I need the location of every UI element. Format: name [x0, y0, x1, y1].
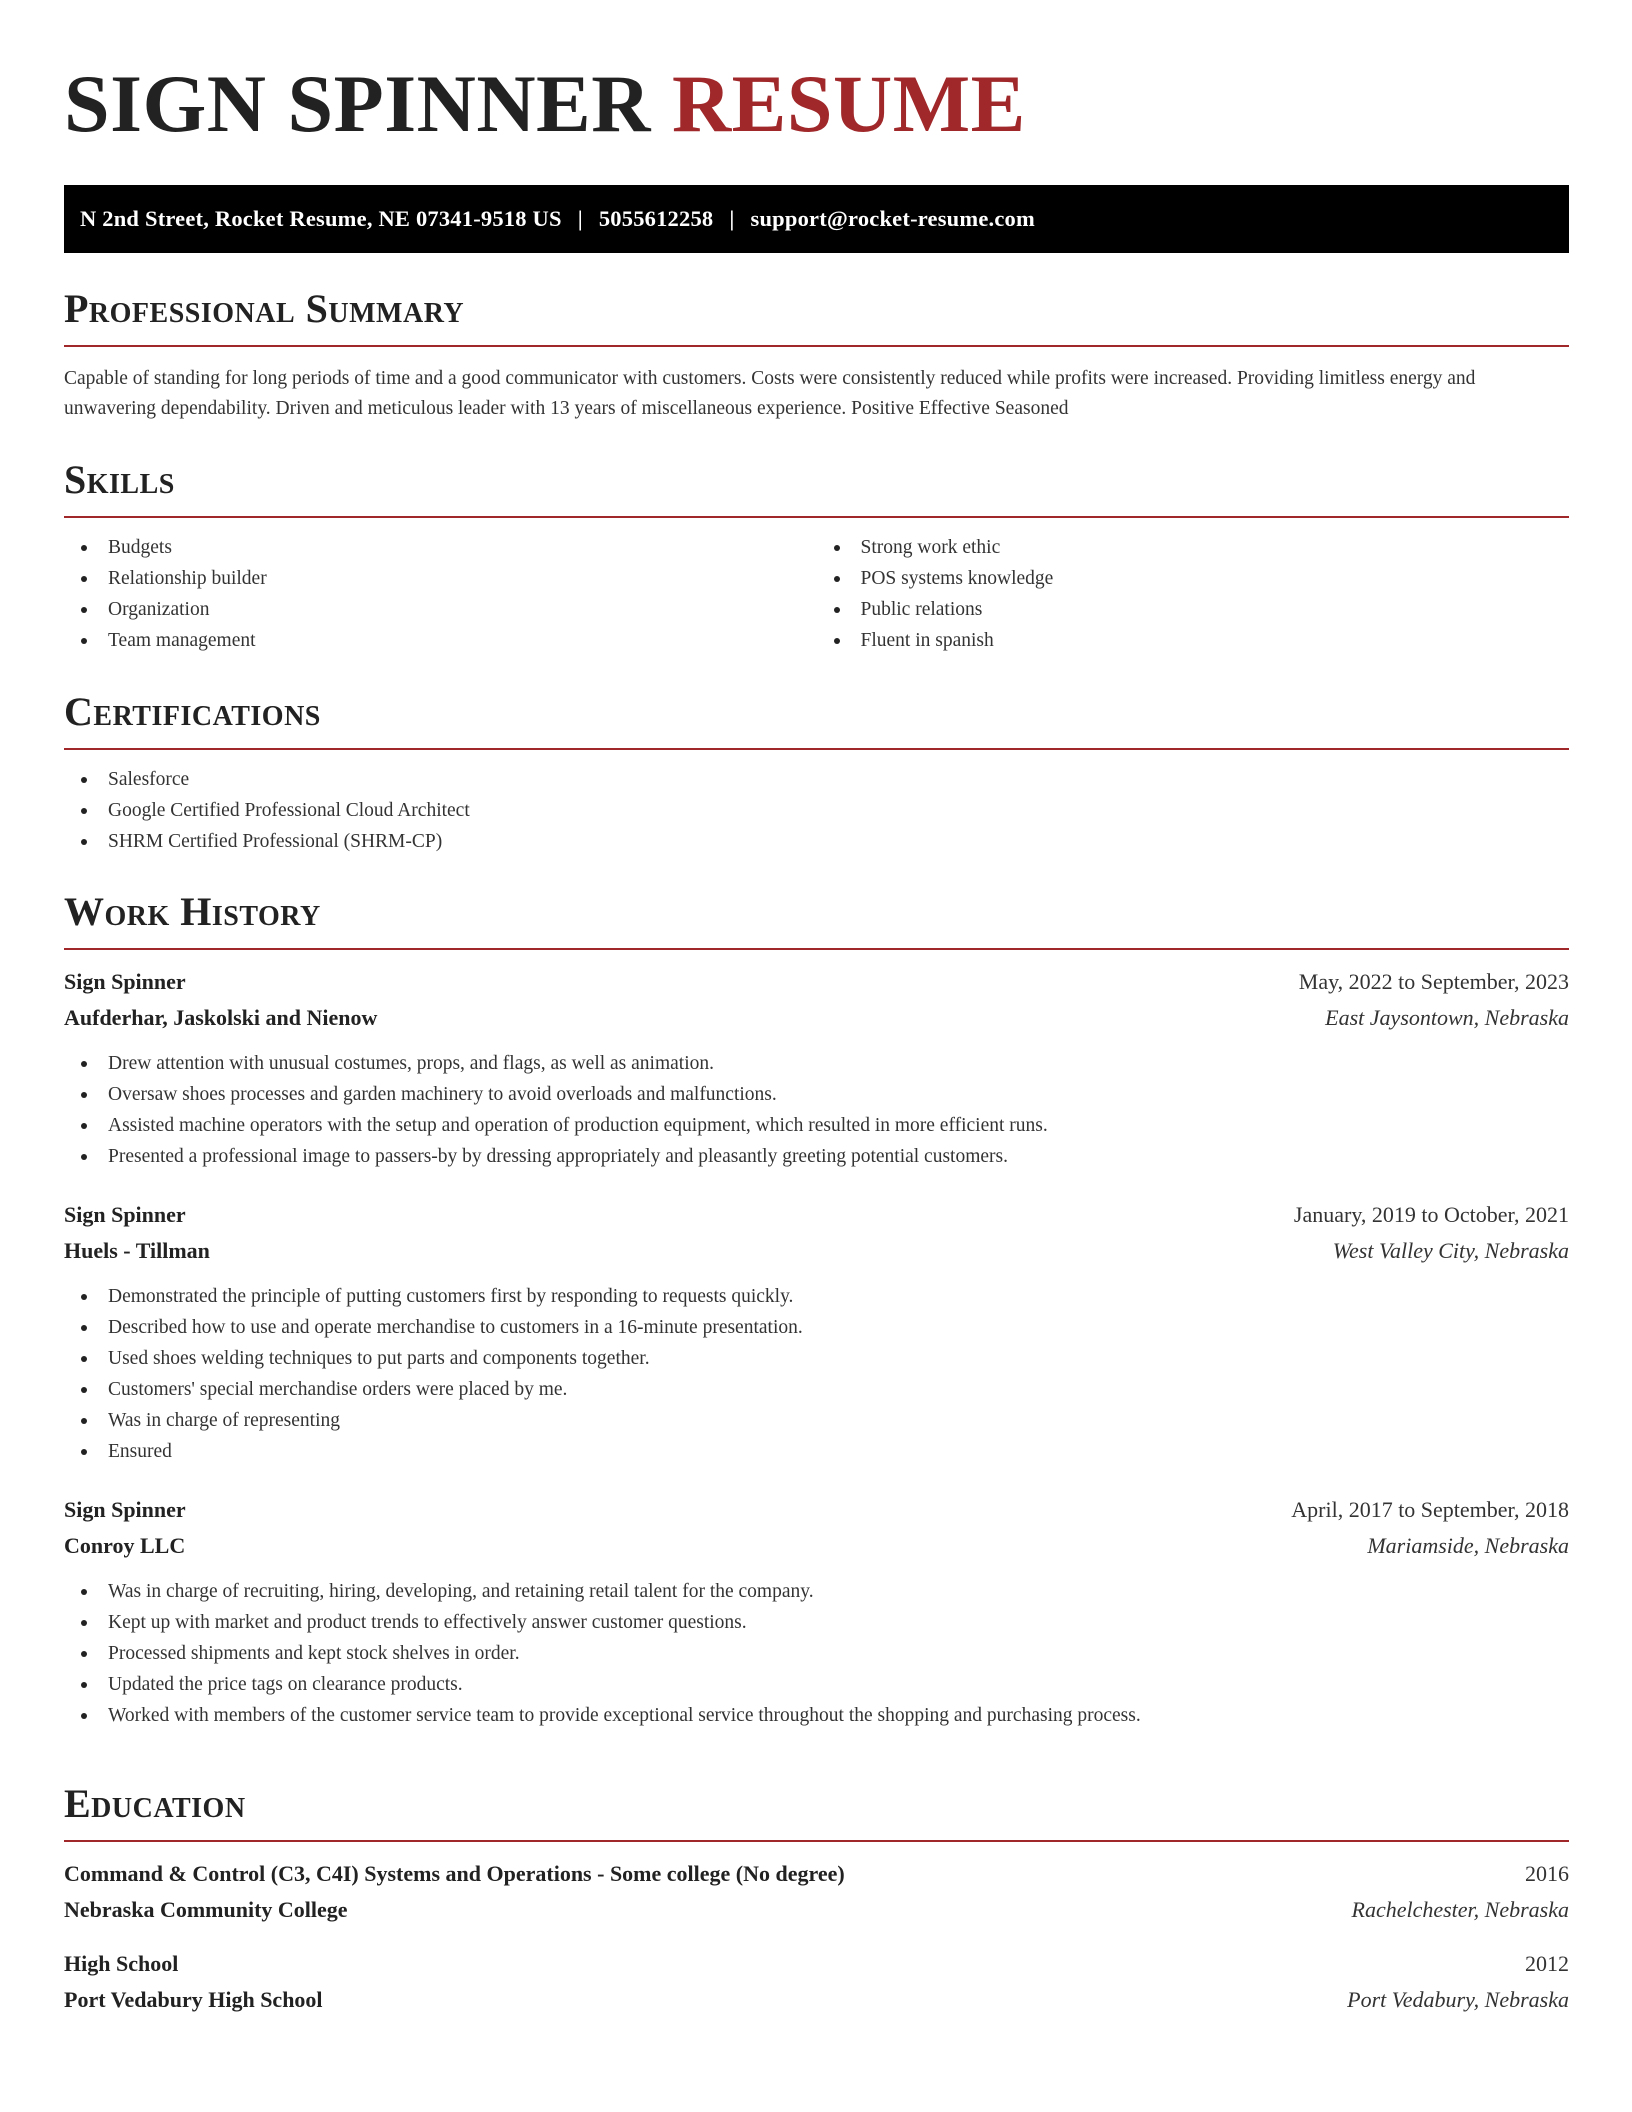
- skill-item: Strong work ethic: [817, 532, 1570, 563]
- job-title: Sign Spinner: [64, 1202, 186, 1227]
- job-bullets: [64, 1048, 1569, 1172]
- contact-phone: 5055612258: [598, 206, 714, 231]
- job-bullet: Demonstrated the principle of putting customers first by responding to requests quickly.: [64, 1281, 1569, 1312]
- education-school-row: [64, 1892, 1569, 1928]
- job-bullet: Kept up with market and product trends to effectively answer customer questions.: [64, 1607, 1569, 1638]
- skills-list-left: [64, 532, 817, 656]
- job-company-row: [64, 1233, 1569, 1269]
- section-heading-summary: Professional Summary: [64, 286, 465, 331]
- summary-section: [64, 283, 1569, 424]
- contact-separator: |: [577, 206, 583, 231]
- job-dates: May, 2022 to September, 2023: [1298, 969, 1569, 994]
- education-school-row: [64, 1982, 1569, 2018]
- job-bullet: Described how to use and operate merchandise to customers in a 16-minute presentation.: [64, 1312, 1569, 1343]
- education-location: Rachelchester, Nebraska: [1351, 1897, 1569, 1922]
- job-bullet: Updated the price tags on clearance products.: [64, 1669, 1569, 1700]
- education-header-row: [64, 1856, 1569, 1892]
- education-location: Port Vedabury, Nebraska: [1347, 1987, 1569, 2012]
- education-section: [64, 1778, 1569, 2018]
- job-bullet: Used shoes welding techniques to put parts and components together.: [64, 1343, 1569, 1374]
- job-company: Conroy LLC: [64, 1533, 186, 1558]
- job-header-row: [64, 1197, 1569, 1233]
- job-bullets: [64, 1576, 1569, 1731]
- education-entry: [64, 1946, 1569, 2018]
- job-title: Sign Spinner: [64, 969, 186, 994]
- job-location: West Valley City, Nebraska: [1332, 1238, 1569, 1263]
- job-bullet: Customers' special merchandise orders were placed by me.: [64, 1374, 1569, 1405]
- contact-address: N 2nd Street, Rocket Resume, NE 07341-9518 US: [80, 206, 562, 231]
- job-bullet: Oversaw shoes processes and garden machinery to avoid overloads and malfunctions.: [64, 1079, 1569, 1110]
- title-first-part: SIGN SPINNER: [64, 58, 651, 149]
- education-year: 2012: [1525, 1951, 1569, 1976]
- certification-item: SHRM Certified Professional (SHRM-CP): [64, 826, 1569, 857]
- skill-item: POS systems knowledge: [817, 563, 1570, 594]
- section-divider: [64, 748, 1569, 750]
- section-divider: [64, 948, 1569, 950]
- job-bullet: Was in charge of representing: [64, 1405, 1569, 1436]
- skill-item: Team management: [64, 625, 817, 656]
- job-bullet: Assisted machine operators with the setup and operation of production equipment, which resulted in more efficient runs.: [64, 1110, 1569, 1141]
- education-school: Nebraska Community College: [64, 1897, 348, 1922]
- skills-columns: [64, 532, 1569, 656]
- certifications-section: [64, 686, 1569, 857]
- education-year: 2016: [1525, 1861, 1569, 1886]
- title-accent-part: RESUME: [671, 58, 1026, 149]
- section-heading-education: Education: [64, 1781, 246, 1826]
- section-heading-certifications: Certifications: [64, 689, 321, 734]
- education-header-row: [64, 1946, 1569, 1982]
- job-header-row: [64, 964, 1569, 1000]
- section-divider: [64, 345, 1569, 347]
- job-bullets: [64, 1281, 1569, 1467]
- section-heading-work-history: Work History: [64, 889, 321, 934]
- section-divider: [64, 1840, 1569, 1842]
- education-school: Port Vedabury High School: [64, 1987, 323, 2012]
- skill-item: Organization: [64, 594, 817, 625]
- job-dates: April, 2017 to September, 2018: [1291, 1497, 1569, 1522]
- skill-item: Budgets: [64, 532, 817, 563]
- job-entry: [64, 1197, 1569, 1467]
- job-company: Huels - Tillman: [64, 1238, 210, 1263]
- job-bullet: Presented a professional image to passers-by by dressing appropriately and pleasantly greeting potential customers.: [64, 1141, 1569, 1172]
- job-title: Sign Spinner: [64, 1497, 186, 1522]
- skills-section: [64, 454, 1569, 656]
- job-company-row: [64, 1000, 1569, 1036]
- certifications-list: [64, 764, 1569, 857]
- skill-item: Fluent in spanish: [817, 625, 1570, 656]
- section-divider: [64, 516, 1569, 518]
- work-history-section: [64, 886, 1569, 1731]
- job-entry: [64, 964, 1569, 1172]
- contact-separator: |: [729, 206, 735, 231]
- skills-list-right: [817, 532, 1570, 656]
- job-bullet: Drew attention with unusual costumes, props, and flags, as well as animation.: [64, 1048, 1569, 1079]
- job-company: Aufderhar, Jaskolski and Nienow: [64, 1005, 378, 1030]
- summary-text: Capable of standing for long periods of time and a good communicator with customers. Costs were consistently reduced while profits were increased. Providing limitless energy and unwavering dependability. Driven and meticulous leader with 13 years of miscellaneous experience. Positive Effective Seasoned: [64, 368, 1476, 419]
- job-bullet: Processed shipments and kept stock shelves in order.: [64, 1638, 1569, 1669]
- job-location: East Jaysontown, Nebraska: [1325, 1005, 1569, 1030]
- job-bullet: Worked with members of the customer service team to provide exceptional service throughout the shopping and purchasing process.: [64, 1700, 1569, 1731]
- education-degree: Command & Control (C3, C4I) Systems and Operations - Some college (No degree): [64, 1861, 845, 1886]
- education-entry: [64, 1856, 1569, 1928]
- contact-email: support@rocket-resume.com: [750, 206, 1035, 231]
- job-bullet: Ensured: [64, 1436, 1569, 1467]
- job-bullet: Was in charge of recruiting, hiring, developing, and retaining retail talent for the company.: [64, 1576, 1569, 1607]
- certification-item: Salesforce: [64, 764, 1569, 795]
- skill-item: Relationship builder: [64, 563, 817, 594]
- education-degree: High School: [64, 1951, 179, 1976]
- resume-title: [64, 0, 1569, 152]
- contact-bar: [64, 185, 1569, 253]
- job-dates: January, 2019 to October, 2021: [1293, 1202, 1569, 1227]
- job-header-row: [64, 1492, 1569, 1528]
- certification-item: Google Certified Professional Cloud Architect: [64, 795, 1569, 826]
- job-location: Mariamside, Nebraska: [1367, 1533, 1569, 1558]
- section-heading-skills: Skills: [64, 457, 175, 502]
- skill-item: Public relations: [817, 594, 1570, 625]
- job-entry: [64, 1492, 1569, 1731]
- job-company-row: [64, 1528, 1569, 1564]
